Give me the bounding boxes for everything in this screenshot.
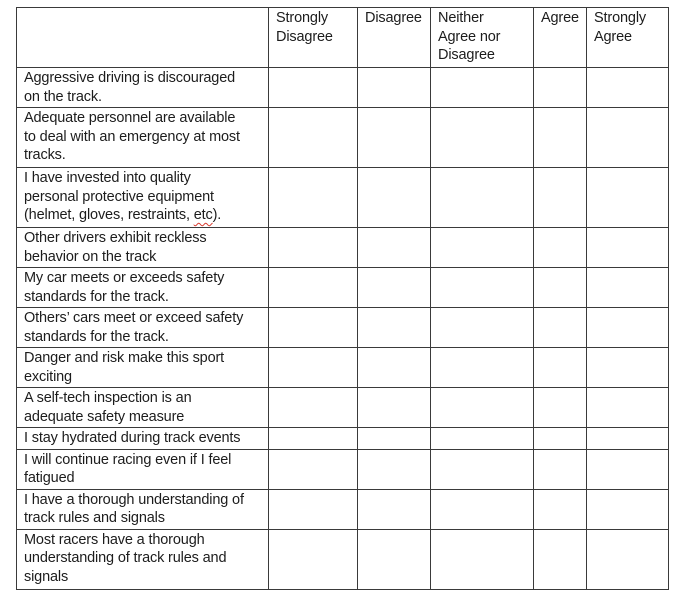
answer-cell[interactable] xyxy=(269,268,358,308)
table-row xyxy=(17,428,669,450)
answer-cell[interactable] xyxy=(534,489,587,529)
answer-cell[interactable] xyxy=(269,428,358,450)
answer-cell[interactable] xyxy=(358,68,431,108)
statement-cell: My car meets or exceeds safety standards for the track. xyxy=(17,268,269,308)
answer-cell[interactable] xyxy=(587,348,669,388)
answer-cell[interactable] xyxy=(534,428,587,450)
statement-cell: A self-tech inspection is an adequate safety measure xyxy=(17,388,269,428)
answer-cell[interactable] xyxy=(269,308,358,348)
answer-cell[interactable] xyxy=(269,68,358,108)
answer-cell[interactable] xyxy=(534,308,587,348)
answer-cell[interactable] xyxy=(431,348,534,388)
answer-cell[interactable] xyxy=(534,108,587,168)
answer-cell[interactable] xyxy=(269,489,358,529)
answer-cell[interactable] xyxy=(358,348,431,388)
corner-cell xyxy=(17,8,269,68)
statement-cell: Others’ cars meet or exceed safety standards for the track. xyxy=(17,308,269,348)
answer-cell[interactable] xyxy=(358,449,431,489)
answer-cell[interactable] xyxy=(587,529,669,589)
answer-cell[interactable] xyxy=(431,168,534,228)
answer-cell[interactable] xyxy=(358,168,431,228)
answer-cell[interactable] xyxy=(269,348,358,388)
header-strongly-agree: Strongly Agree xyxy=(587,8,669,68)
header-row xyxy=(17,8,669,68)
answer-cell[interactable] xyxy=(431,489,534,529)
answer-cell[interactable] xyxy=(358,428,431,450)
answer-cell[interactable] xyxy=(587,108,669,168)
table-row xyxy=(17,108,669,168)
answer-cell[interactable] xyxy=(534,268,587,308)
answer-cell[interactable] xyxy=(431,388,534,428)
answer-cell[interactable] xyxy=(431,308,534,348)
answer-cell[interactable] xyxy=(358,489,431,529)
answer-cell[interactable] xyxy=(431,68,534,108)
statement-cell: I have a thorough understanding of track rules and signals xyxy=(17,489,269,529)
table-row xyxy=(17,168,669,228)
header-strongly-disagree: Strongly Disagree xyxy=(269,8,358,68)
answer-cell[interactable] xyxy=(587,268,669,308)
table-row xyxy=(17,268,669,308)
answer-cell[interactable] xyxy=(431,228,534,268)
answer-cell[interactable] xyxy=(587,428,669,450)
answer-cell[interactable] xyxy=(358,108,431,168)
answer-cell[interactable] xyxy=(534,529,587,589)
header-agree: Agree xyxy=(534,8,587,68)
answer-cell[interactable] xyxy=(534,68,587,108)
header-neither-agree-nor-disagree: Neither Agree nor Disagree xyxy=(431,8,534,68)
table-row xyxy=(17,228,669,268)
answer-cell[interactable] xyxy=(358,388,431,428)
answer-cell[interactable] xyxy=(358,268,431,308)
likert-survey-table xyxy=(16,7,669,590)
statement-cell: I will continue racing even if I feel fatigued xyxy=(17,449,269,489)
statement-cell: Most racers have a thorough understanding of track rules and signals xyxy=(17,529,269,589)
answer-cell[interactable] xyxy=(587,449,669,489)
answer-cell[interactable] xyxy=(431,108,534,168)
answer-cell[interactable] xyxy=(358,228,431,268)
answer-cell[interactable] xyxy=(269,108,358,168)
answer-cell[interactable] xyxy=(534,228,587,268)
table-row xyxy=(17,388,669,428)
header-disagree: Disagree xyxy=(358,8,431,68)
statement-cell: I stay hydrated during track events xyxy=(17,428,269,450)
answer-cell[interactable] xyxy=(431,268,534,308)
answer-cell[interactable] xyxy=(534,388,587,428)
answer-cell[interactable] xyxy=(587,388,669,428)
answer-cell[interactable] xyxy=(534,168,587,228)
misspelled-word: etc xyxy=(193,207,213,223)
statement-cell: I have invested into quality personal protective equipment (helmet, gloves, restraints, etc). xyxy=(17,168,269,228)
answer-cell[interactable] xyxy=(269,228,358,268)
answer-cell[interactable] xyxy=(587,168,669,228)
answer-cell[interactable] xyxy=(269,168,358,228)
statement-cell: Danger and risk make this sport exciting xyxy=(17,348,269,388)
statement-cell: Aggressive driving is discouraged on the track. xyxy=(17,68,269,108)
table-row xyxy=(17,529,669,589)
answer-cell[interactable] xyxy=(358,308,431,348)
table-row xyxy=(17,348,669,388)
table-row xyxy=(17,449,669,489)
table-row xyxy=(17,489,669,529)
answer-cell[interactable] xyxy=(587,308,669,348)
answer-cell[interactable] xyxy=(587,68,669,108)
answer-cell[interactable] xyxy=(587,228,669,268)
answer-cell[interactable] xyxy=(431,428,534,450)
answer-cell[interactable] xyxy=(431,449,534,489)
answer-cell[interactable] xyxy=(269,388,358,428)
answer-cell[interactable] xyxy=(269,449,358,489)
answer-cell[interactable] xyxy=(534,449,587,489)
answer-cell[interactable] xyxy=(269,529,358,589)
statement-cell: Other drivers exhibit reckless behavior on the track xyxy=(17,228,269,268)
table-row xyxy=(17,68,669,108)
answer-cell[interactable] xyxy=(534,348,587,388)
statement-cell: Adequate personnel are available to deal with an emergency at most tracks. xyxy=(17,108,269,168)
answer-cell[interactable] xyxy=(358,529,431,589)
answer-cell[interactable] xyxy=(587,489,669,529)
table-row xyxy=(17,308,669,348)
answer-cell[interactable] xyxy=(431,529,534,589)
